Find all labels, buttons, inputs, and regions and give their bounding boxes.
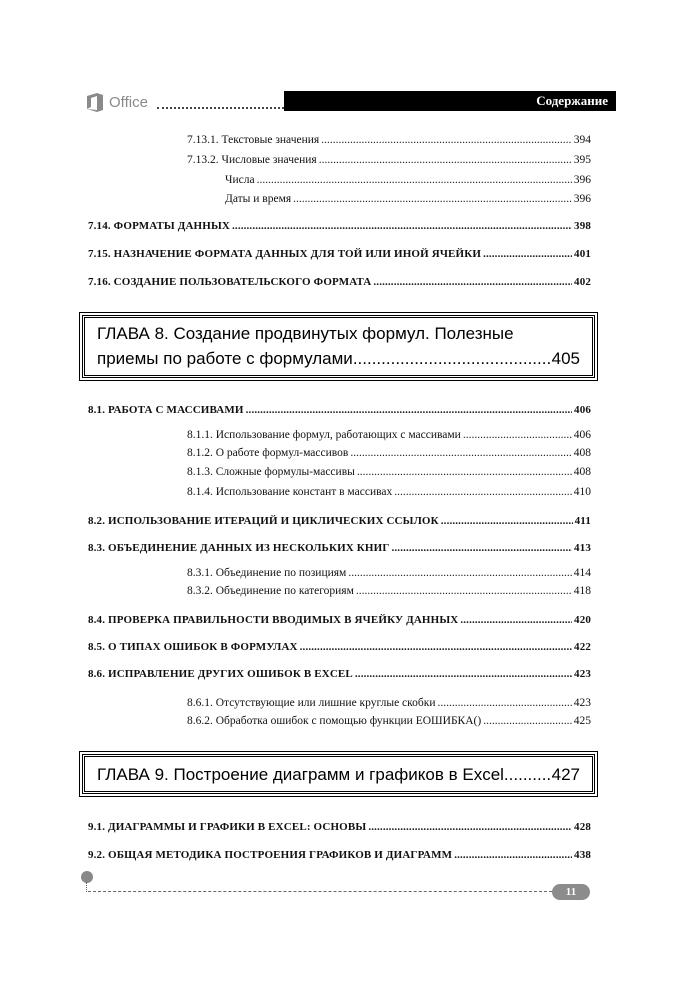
toc-section-label: 8.1. РАБОТА С МАССИВАМИ	[88, 404, 244, 416]
toc-section-label: 7.16. СОЗДАНИЕ ПОЛЬЗОВАТЕЛЬСКОГО ФОРМАТА	[88, 276, 372, 288]
toc-section[interactable]	[88, 848, 591, 862]
toc-entry-page: 396	[573, 174, 591, 186]
chapter-8-page: 405	[551, 349, 580, 368]
toc-entry[interactable]	[225, 192, 591, 206]
toc-leader	[438, 696, 572, 710]
toc-leader	[368, 820, 572, 834]
toc-section[interactable]	[88, 219, 591, 233]
toc-entry-label: 8.3.1. Объединение по позициям	[187, 567, 347, 579]
toc-leader	[300, 640, 572, 654]
toc-entry-page: 408	[573, 466, 591, 478]
toc-section[interactable]	[88, 403, 591, 417]
toc-section-label: 7.14. ФОРМАТЫ ДАННЫХ	[88, 220, 231, 232]
toc-section-page: 428	[574, 821, 591, 833]
toc-leader	[357, 465, 572, 479]
chapter-9-page: 427	[551, 765, 580, 784]
chapter-8-box[interactable]	[82, 315, 595, 378]
toc-entry-page: 396	[573, 193, 591, 205]
toc-entry-label: 8.6.2. Обработка ошибок с помощью функции ЕОШИБКА()	[187, 715, 482, 727]
toc-entry-page: 408	[573, 447, 591, 459]
toc-entry[interactable]	[187, 153, 591, 167]
toc-entry-label: 7.13.2. Числовые значения	[187, 154, 317, 166]
toc-entry[interactable]	[187, 465, 591, 479]
toc-entry-label: Числа	[225, 174, 255, 186]
toc-entry[interactable]	[225, 173, 591, 187]
toc-section[interactable]	[88, 541, 591, 555]
toc-leader	[356, 584, 572, 598]
toc-section-page: 411	[574, 515, 591, 527]
header-dotted-rule	[157, 107, 284, 109]
page-number: 11	[565, 886, 577, 898]
toc-section-label: 8.3. ОБЪЕДИНЕНИЕ ДАННЫХ ИЗ НЕСКОЛЬКИХ КНИГ	[88, 542, 390, 554]
office-logo-icon	[86, 92, 104, 113]
toc-leader	[355, 667, 572, 681]
chapter-8-title-line-1	[97, 324, 580, 344]
footer-dashed-rule	[88, 891, 552, 892]
toc-entry-page: 423	[573, 697, 591, 709]
office-logo	[86, 90, 148, 114]
toc-leader	[483, 714, 572, 728]
toc-entry-label: 8.1.1. Использование формул, работающих с массивами	[187, 429, 461, 441]
toc-leader	[454, 848, 572, 862]
toc-entry[interactable]	[187, 566, 591, 580]
toc-section-page: 406	[574, 404, 591, 416]
office-logo-text: Office	[109, 93, 148, 111]
toc-entry[interactable]	[187, 446, 591, 460]
toc-entry-page: 425	[573, 715, 591, 727]
toc-entry[interactable]	[187, 584, 591, 598]
toc-section-label: 7.15. НАЗНАЧЕНИЕ ФОРМАТА ДАННЫХ ДЛЯ ТОЙ ИЛИ ИНОЙ ЯЧЕЙКИ	[88, 248, 482, 260]
toc-entry-label: 8.6.1. Отсутствующие или лишние круглые скобки	[187, 697, 436, 709]
toc-section-label: 8.6. ИСПРАВЛЕНИЕ ДРУГИХ ОШИБОК В EXCEL	[88, 668, 353, 680]
toc-entry-page: 394	[573, 134, 591, 146]
chapter-8-title-cont: приемы по работе с формулами	[97, 349, 353, 368]
toc-entry-page: 418	[573, 585, 591, 597]
toc-entry-label: 8.3.2. Объединение по категориям	[187, 585, 354, 597]
toc-leader	[232, 219, 572, 233]
toc-leader	[350, 446, 571, 460]
toc-section[interactable]	[88, 640, 591, 654]
toc-leader	[483, 247, 572, 261]
footer-bullet-icon	[81, 871, 93, 883]
toc-entry-label: 8.1.2. О работе формул-массивов	[187, 447, 349, 459]
toc-leader	[246, 403, 572, 417]
header-title: Содержание	[536, 93, 608, 108]
toc-entry-label: 8.1.3. Сложные формулы-массивы	[187, 466, 355, 478]
footer-stem	[86, 882, 87, 892]
toc-entry[interactable]	[187, 485, 591, 499]
toc-section-page: 420	[574, 614, 591, 626]
toc-section-page: 423	[574, 668, 591, 680]
chapter-9-title: ГЛАВА 9. Построение диаграмм и графиков в Excel	[97, 765, 504, 784]
toc-section[interactable]	[88, 247, 591, 261]
chapter-leader	[353, 349, 552, 369]
toc-leader	[463, 428, 572, 442]
toc-section-page: 438	[574, 849, 591, 861]
chapter-8-title: ГЛАВА 8. Создание продвинутых формул. Полезные	[97, 324, 514, 343]
toc-section-label: 9.1. ДИАГРАММЫ И ГРАФИКИ В EXCEL: ОСНОВЫ	[88, 821, 367, 833]
toc-entry[interactable]	[187, 714, 591, 728]
toc-section-page: 398	[574, 220, 591, 232]
toc-section-page: 422	[574, 641, 591, 653]
toc-entry[interactable]	[187, 428, 591, 442]
toc-leader	[441, 514, 573, 528]
toc-leader	[373, 275, 572, 289]
toc-section-page: 402	[574, 276, 591, 288]
chapter-9-title-line	[97, 765, 580, 785]
toc-section[interactable]	[88, 667, 591, 681]
toc-leader	[460, 613, 572, 627]
toc-section-page: 413	[574, 542, 591, 554]
toc-section-label: 9.2. ОБЩАЯ МЕТОДИКА ПОСТРОЕНИЯ ГРАФИКОВ И ДИАГРАММ	[88, 849, 453, 861]
toc-entry[interactable]	[187, 696, 591, 710]
toc-entry-page: 395	[573, 154, 591, 166]
toc-entry[interactable]	[187, 133, 591, 147]
toc-section[interactable]	[88, 514, 591, 528]
header-title-bar	[284, 91, 616, 111]
toc-section-label: 8.5. О ТИПАХ ОШИБОК В ФОРМУЛАХ	[88, 641, 298, 653]
toc-section[interactable]	[88, 820, 591, 834]
page-number-badge	[552, 884, 590, 900]
toc-section[interactable]	[88, 613, 591, 627]
toc-section-page: 401	[574, 248, 591, 260]
chapter-8-title-line-2	[97, 349, 580, 369]
toc-entry-label: Даты и время	[225, 193, 292, 205]
toc-entry-page: 410	[573, 486, 591, 498]
toc-entry-label: 7.13.1. Текстовые значения	[187, 134, 320, 146]
toc-section-label: 8.4. ПРОВЕРКА ПРАВИЛЬНОСТИ ВВОДИМЫХ В ЯЧЕЙКУ ДАННЫХ	[88, 614, 459, 626]
toc-leader	[348, 566, 571, 580]
chapter-9-box[interactable]	[82, 754, 595, 794]
toc-leader	[319, 153, 572, 167]
toc-leader	[293, 192, 572, 206]
toc-section-label: 8.2. ИСПОЛЬЗОВАНИЕ ИТЕРАЦИЙ И ЦИКЛИЧЕСКИХ ССЫЛОК	[88, 515, 439, 527]
chapter-leader	[504, 765, 552, 785]
toc-entry-page: 406	[573, 429, 591, 441]
toc-leader	[394, 485, 572, 499]
toc-entry-page: 414	[573, 567, 591, 579]
toc-entry-label: 8.1.4. Использование констант в массивах	[187, 486, 393, 498]
toc-section[interactable]	[88, 275, 591, 289]
toc-leader	[392, 541, 573, 555]
toc-leader	[321, 133, 572, 147]
toc-leader	[257, 173, 572, 187]
